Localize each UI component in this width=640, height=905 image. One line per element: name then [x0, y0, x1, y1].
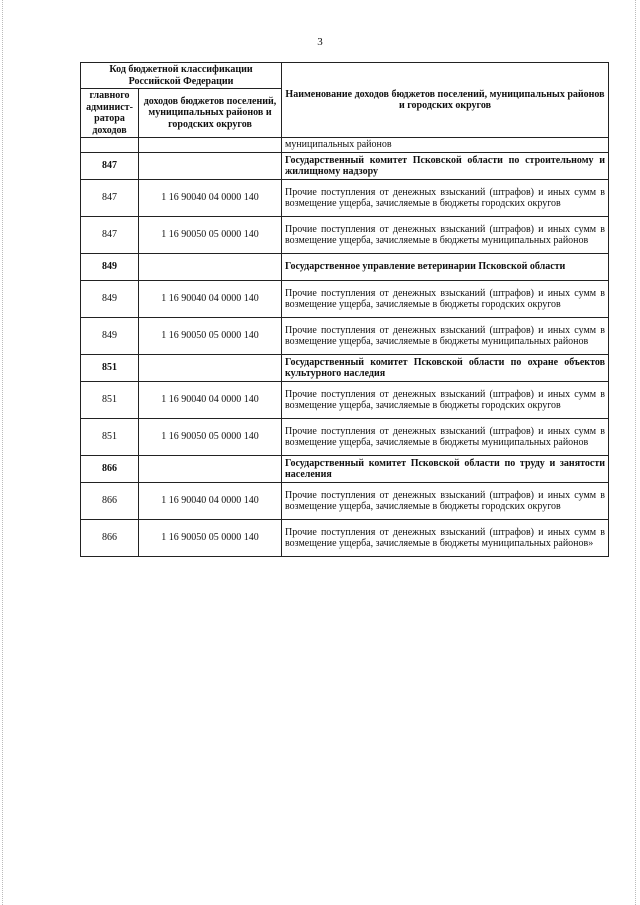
table-row [81, 217, 609, 254]
cell-name: Прочие поступления от денежных взысканий (штрафов) и иных сумм в возмещение ущерба, зачисляемые в бюджеты муниципальных районов» [282, 520, 609, 557]
cell-admin: 851 [81, 355, 139, 382]
cell-code [139, 254, 282, 281]
table-row [81, 180, 609, 217]
cell-code: 1 16 90040 04 0000 140 [139, 180, 282, 217]
header-name-column: Наименование доходов бюджетов поселений, муниципальных районов и городских округов [282, 63, 609, 138]
table-row [81, 281, 609, 318]
table-group-row [81, 456, 609, 483]
cell-code [139, 153, 282, 180]
header-income-column: доходов бюджетов поселений, муниципальных районов и городских округов [139, 89, 282, 138]
cell-name: Прочие поступления от денежных взысканий (штрафов) и иных сумм в возмещение ущерба, зачисляемые в бюджеты городских округов [282, 281, 609, 318]
cell-code: 1 16 90050 05 0000 140 [139, 520, 282, 557]
page-number: 3 [317, 36, 323, 48]
cell-admin: 849 [81, 318, 139, 355]
cell-name: Прочие поступления от денежных взысканий (штрафов) и иных сумм в возмещение ущерба, зачисляемые в бюджеты муниципальных районов [282, 318, 609, 355]
scan-edge-right [635, 0, 637, 905]
cell-admin: 847 [81, 153, 139, 180]
cell-admin: 851 [81, 419, 139, 456]
header-code-group: Код бюджетной классификации Российской Федерации [81, 63, 282, 89]
cell-name: Государственный комитет Псковской области по охране объектов культурного наследия [282, 355, 609, 382]
cell-name: Прочие поступления от денежных взысканий (штрафов) и иных сумм в возмещение ущерба, зачисляемые в бюджеты городских округов [282, 382, 609, 419]
cell-code: 1 16 90050 05 0000 140 [139, 217, 282, 254]
table-row [81, 318, 609, 355]
table-row [81, 483, 609, 520]
cell-admin [81, 138, 139, 153]
budget-classification-table [80, 62, 609, 557]
cell-admin: 851 [81, 382, 139, 419]
continuation-row [81, 138, 609, 153]
cell-admin: 847 [81, 180, 139, 217]
cell-admin: 849 [81, 254, 139, 281]
cell-name: Прочие поступления от денежных взысканий (штрафов) и иных сумм в возмещение ущерба, зачисляемые в бюджеты городских округов [282, 483, 609, 520]
cell-admin: 866 [81, 456, 139, 483]
scan-edge-left [2, 0, 4, 905]
cell-name: Государственный комитет Псковской области по труду и занятости населения [282, 456, 609, 483]
table-row [81, 520, 609, 557]
cell-name: Государственный комитет Псковской области по строительному и жилищному надзору [282, 153, 609, 180]
continuation-text: муниципальных районов [282, 138, 609, 153]
cell-code: 1 16 90040 04 0000 140 [139, 483, 282, 520]
cell-code [139, 138, 282, 153]
cell-name: Прочие поступления от денежных взысканий (штрафов) и иных сумм в возмещение ущерба, зачисляемые в бюджеты муниципальных районов [282, 217, 609, 254]
table-group-row [81, 254, 609, 281]
table-row [81, 382, 609, 419]
cell-admin: 847 [81, 217, 139, 254]
cell-name: Государственное управление ветеринарии Псковской области [282, 254, 609, 281]
table-group-row [81, 153, 609, 180]
cell-name: Прочие поступления от денежных взысканий (штрафов) и иных сумм в возмещение ущерба, зачисляемые в бюджеты муниципальных районов [282, 419, 609, 456]
table-body [81, 138, 609, 557]
cell-code [139, 355, 282, 382]
cell-name: Прочие поступления от денежных взысканий (штрафов) и иных сумм в возмещение ущерба, зачисляемые в бюджеты городских округов [282, 180, 609, 217]
cell-code [139, 456, 282, 483]
cell-admin: 866 [81, 520, 139, 557]
cell-code: 1 16 90040 04 0000 140 [139, 281, 282, 318]
header-admin-column: главного админист-ратора доходов [81, 89, 139, 138]
cell-code: 1 16 90040 04 0000 140 [139, 382, 282, 419]
cell-code: 1 16 90050 05 0000 140 [139, 419, 282, 456]
table-row [81, 419, 609, 456]
cell-admin: 866 [81, 483, 139, 520]
cell-admin: 849 [81, 281, 139, 318]
table-group-row [81, 355, 609, 382]
cell-code: 1 16 90050 05 0000 140 [139, 318, 282, 355]
